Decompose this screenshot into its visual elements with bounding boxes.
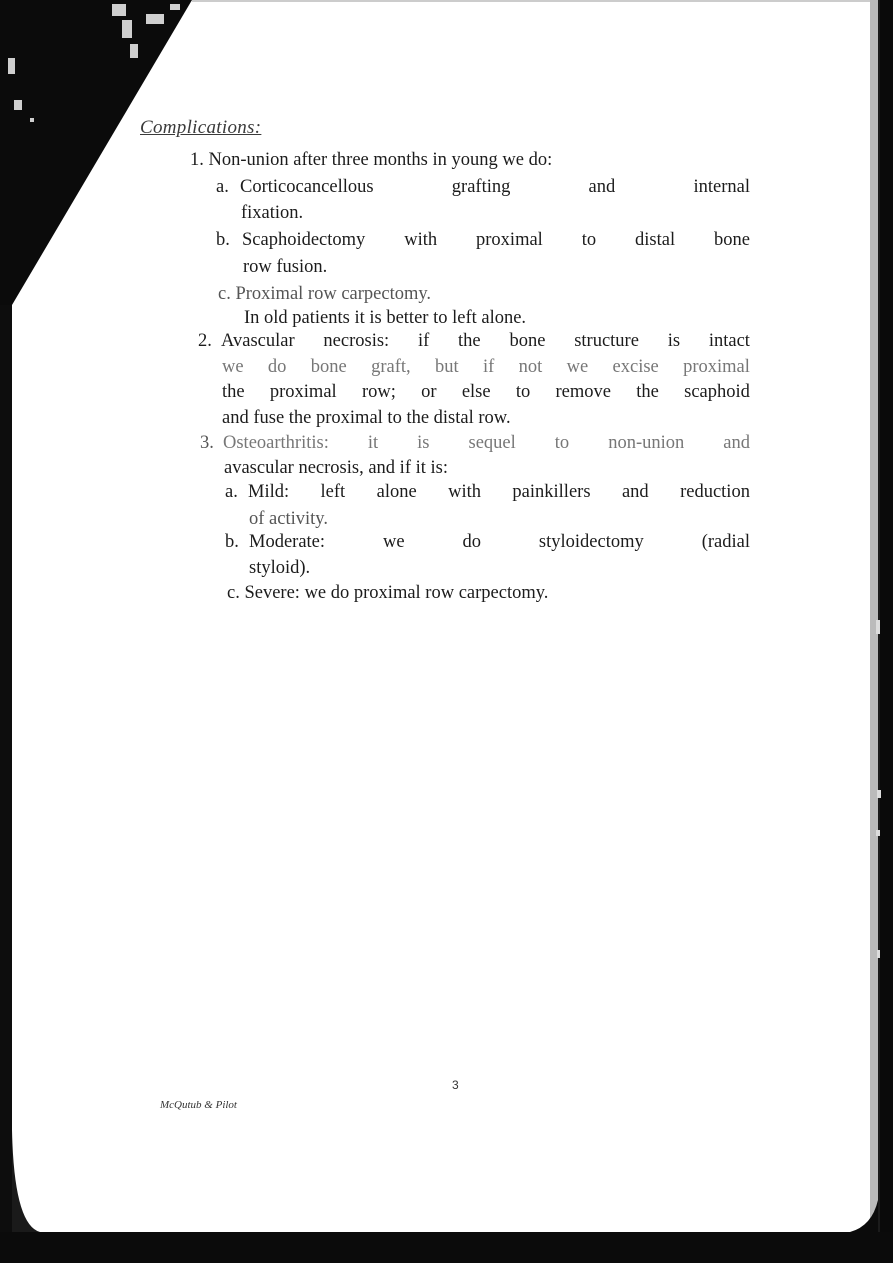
- word: alone: [376, 482, 417, 502]
- sub-item-1a-marker: a.: [216, 177, 229, 197]
- word: non-union: [608, 433, 685, 453]
- word: not: [518, 357, 543, 377]
- word: else: [461, 382, 491, 402]
- word: grafting: [451, 177, 511, 197]
- word: it: [367, 433, 379, 453]
- word: to: [581, 230, 597, 250]
- word: to: [554, 433, 570, 453]
- sub-item-3b-continuation: styloid).: [249, 558, 311, 578]
- word: Scaphoidectomy: [242, 230, 366, 250]
- word: Corticocancellous: [240, 177, 374, 197]
- sub-item-3a-line: [248, 480, 750, 504]
- item-text: Non-union after three months in young we do:: [208, 150, 553, 170]
- word: internal: [693, 177, 750, 197]
- word: sequel: [468, 433, 516, 453]
- sub-item-text: Severe: we do proximal row carpectomy.: [244, 583, 549, 603]
- sub-item-1c: [218, 282, 431, 306]
- word: bone: [509, 331, 546, 351]
- sub-item-3b-line: [249, 530, 750, 554]
- sub-item-1b-marker: b.: [216, 230, 230, 250]
- word: or: [421, 382, 437, 402]
- footer-credit: McQutub & Pilot: [160, 1099, 237, 1111]
- sub-item-1b-continuation: row fusion.: [243, 257, 328, 277]
- word: is: [667, 331, 681, 351]
- word: if: [417, 331, 430, 351]
- sub-item-text: Proximal row carpectomy.: [235, 284, 432, 304]
- word: row;: [361, 382, 396, 402]
- list-item-1: [190, 148, 552, 172]
- word: intact: [708, 331, 750, 351]
- item-2-line-4: and fuse the proximal to the distal row.: [222, 408, 511, 428]
- word: if: [482, 357, 495, 377]
- item-number: 1.: [190, 150, 204, 170]
- word: Osteoarthritis:: [223, 433, 329, 453]
- word: scaphoid: [684, 382, 750, 402]
- sub-item-1a-continuation: fixation.: [241, 203, 304, 223]
- word: do: [462, 532, 481, 552]
- sub-item-marker: c.: [218, 284, 231, 304]
- word: the: [222, 382, 245, 402]
- word: painkillers: [512, 482, 591, 502]
- word: styloidectomy: [538, 532, 644, 552]
- word: proximal: [683, 357, 750, 377]
- word: we: [566, 357, 589, 377]
- sub-item-marker: c.: [227, 583, 240, 603]
- word: is: [417, 433, 430, 453]
- item-2-number: 2.: [198, 331, 212, 351]
- sub-item-3b-marker: b.: [225, 532, 239, 552]
- item-1-note: In old patients it is better to left alone.: [244, 308, 527, 328]
- word: and: [723, 433, 750, 453]
- word: necrosis:: [323, 331, 390, 351]
- item-2-line-1: [221, 329, 750, 353]
- word: do: [267, 357, 287, 377]
- section-heading: Complications:: [140, 117, 262, 138]
- word: proximal: [476, 230, 543, 250]
- sub-item-1b-line: [242, 228, 750, 252]
- item-3-number: 3.: [200, 433, 214, 453]
- word: left: [320, 482, 346, 502]
- word: bone: [310, 357, 347, 377]
- word: Mild:: [248, 482, 290, 502]
- item-2-line-2: [222, 355, 750, 379]
- word: remove: [555, 382, 611, 402]
- word: excise: [612, 357, 659, 377]
- sub-item-1a-line: [240, 175, 750, 199]
- word: structure: [574, 331, 639, 351]
- word: we: [222, 357, 244, 377]
- word: with: [404, 230, 438, 250]
- word: bone: [714, 230, 750, 250]
- page-number: 3: [452, 1078, 459, 1092]
- word: and: [588, 177, 616, 197]
- word: the: [636, 382, 659, 402]
- word: the: [458, 331, 481, 351]
- item-3-line-1: [223, 431, 750, 455]
- word: with: [448, 482, 481, 502]
- item-3-line-2: avascular necrosis, and if it is:: [224, 458, 448, 478]
- word: (radial: [701, 532, 750, 552]
- word: distal: [635, 230, 676, 250]
- word: but: [434, 357, 459, 377]
- word: reduction: [680, 482, 750, 502]
- word: and: [621, 482, 649, 502]
- sub-item-3a-continuation: of activity.: [249, 509, 328, 529]
- word: graft,: [371, 357, 411, 377]
- sub-item-3c: [227, 581, 548, 605]
- word: proximal: [269, 382, 337, 402]
- sub-item-3a-marker: a.: [225, 482, 238, 502]
- word: to: [515, 382, 531, 402]
- item-2-line-3: [222, 380, 750, 404]
- word: Avascular: [221, 331, 295, 351]
- word: Moderate:: [249, 532, 326, 552]
- word: we: [382, 532, 405, 552]
